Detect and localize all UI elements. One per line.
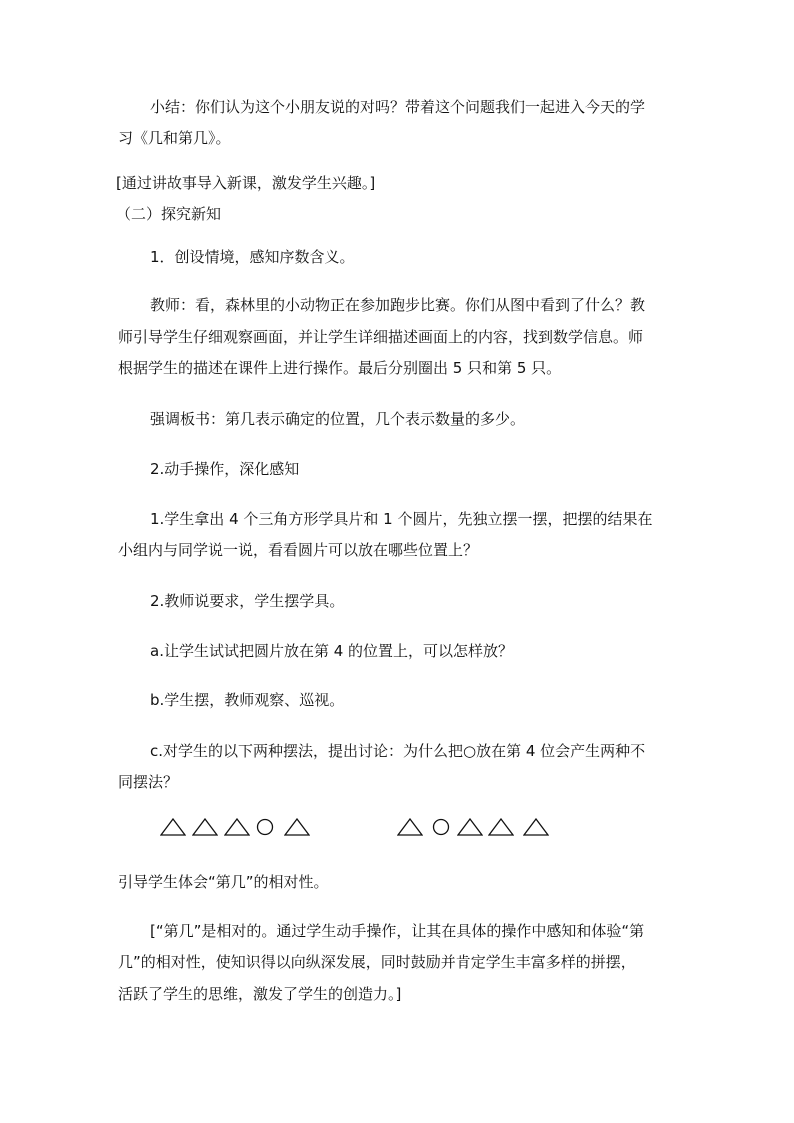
triangle-shape <box>284 818 310 836</box>
triangle-shape <box>488 818 514 836</box>
note-line-2: 几”的相对性，使知识得以向纵深发展，同时鼓励并肯定学生丰富多样的拼摆， <box>118 953 636 971</box>
note-line-3: 活跃了学生的思维，激发了学生的创造力。] <box>118 985 402 1003</box>
summary-line-2: 习《几和第几》。 <box>118 129 231 147</box>
triangle-shape <box>224 818 250 836</box>
circle-shape <box>256 818 274 836</box>
triangle-shape <box>160 818 186 836</box>
step1-title: 1．创设情境，感知序数含义。 <box>150 248 355 266</box>
triangle-shape <box>192 818 218 836</box>
triangle-shape <box>457 818 483 836</box>
teacher-line-3: 根据学生的描述在课件上进行操作。最后分别圈出 5 只和第 5 只。 <box>118 359 562 377</box>
note-line-1: [“第几”是相对的。通过学生动手操作，让其在具体的操作中感知和体验“第 <box>150 922 645 940</box>
section-heading: （二）探究新知 <box>116 205 222 223</box>
teacher-line-2: 师引导学生仔细观察画面，并让学生详细描述画面上的内容，找到数学信息。师 <box>118 328 644 346</box>
arrangement-right <box>397 814 549 836</box>
teacher-line-1: 教师：看，森林里的小动物正在参加跑步比赛。你们从图中看到了什么？教 <box>150 296 646 314</box>
step2-title: 2.动手操作，深化感知 <box>150 460 300 478</box>
arrangement-left <box>160 814 310 836</box>
operation-c-line-1: c.对学生的以下两种摆法，提出讨论：为什么把○放在第 4 位会产生两种不 <box>150 742 646 760</box>
operation-c-line-2: 同摆法？ <box>118 773 179 791</box>
operation-1-line-2: 小组内与同学说一说，看看圆片可以放在哪些位置上？ <box>118 541 479 559</box>
summary-line-1: 小结：你们认为这个小朋友说的对吗？带着这个问题我们一起进入今天的学 <box>150 98 646 116</box>
triangle-shape <box>523 818 549 836</box>
operation-2: 2.教师说要求，学生摆学具。 <box>150 592 345 610</box>
board-note: 强调板书：第几表示确定的位置，几个表示数量的多少。 <box>150 410 526 428</box>
operation-1-line-1: 1.学生拿出 4 个三角方形学具片和 1 个圆片，先独立摆一摆，把摆的结果在 <box>150 510 653 528</box>
triangle-shape <box>397 818 423 836</box>
intro-note: [通过讲故事导入新课，激发学生兴趣。] <box>116 174 376 192</box>
guide-line: 引导学生体会“第几”的相对性。 <box>118 873 329 891</box>
operation-a: a.让学生试试把圆片放在第 4 的位置上，可以怎样放？ <box>150 642 514 660</box>
operation-b: b.学生摆，教师观察、巡视。 <box>150 691 345 709</box>
circle-shape <box>432 818 450 836</box>
